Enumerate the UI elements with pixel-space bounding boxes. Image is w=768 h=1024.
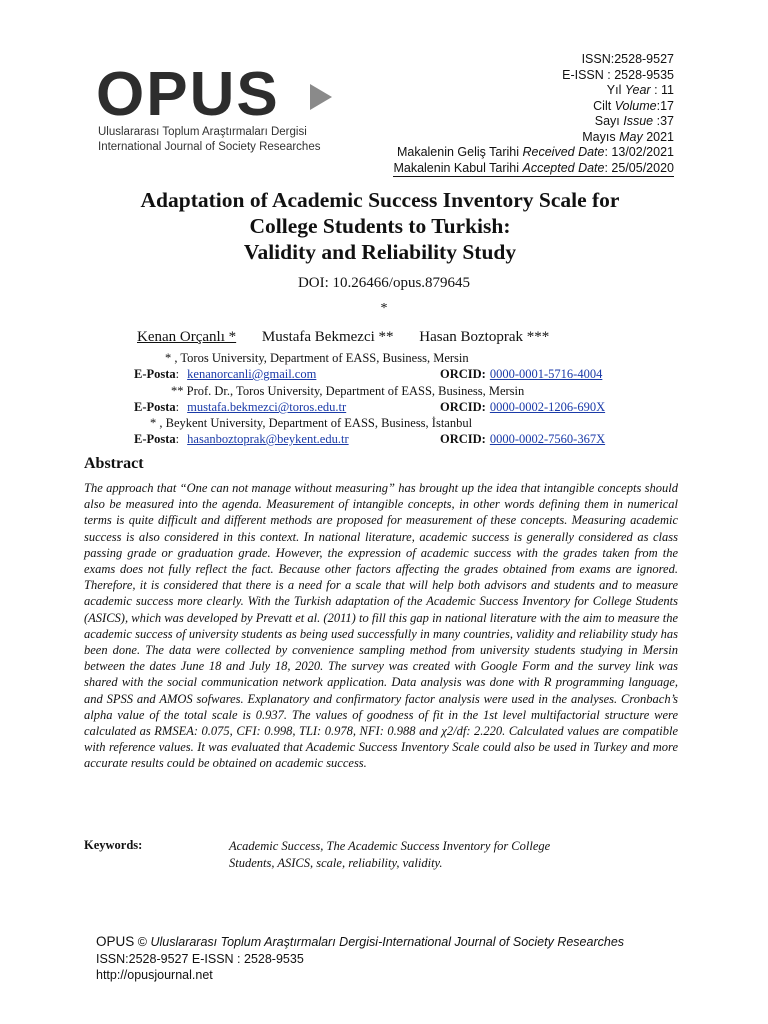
meta-month-tr: Mayıs bbox=[582, 129, 616, 144]
email-link-2[interactable]: mustafa.bekmezci@toros.edu.tr bbox=[187, 400, 347, 414]
author-1: Kenan Orçanlı * bbox=[137, 329, 237, 345]
email-row-1: E-Posta: kenanorcanli@gmail.com bbox=[134, 367, 317, 381]
email-label: E-Posta bbox=[134, 367, 176, 381]
meta-year bbox=[393, 83, 674, 99]
affiliation-2: ** Prof. Dr., Toros University, Department of EASS, Business, Mersin bbox=[171, 384, 525, 398]
logo-subtitle-en: International Journal of Society Researches bbox=[98, 141, 321, 153]
author-2: Mustafa Bekmezci ** bbox=[261, 329, 394, 345]
meta-year-tr: Yıl bbox=[606, 83, 622, 97]
email-row-2: E-Posta: mustafa.bekmezci@toros.edu.tr bbox=[134, 400, 347, 414]
meta-issue-value: :37 bbox=[656, 114, 674, 128]
orcid-row-1 bbox=[440, 367, 602, 382]
meta-received-en: Received Date bbox=[522, 145, 605, 159]
meta-month-en: May bbox=[619, 129, 643, 144]
author-list bbox=[137, 329, 571, 346]
play-arrow-icon bbox=[310, 84, 332, 110]
keywords-label: Keywords: bbox=[84, 838, 143, 852]
meta-issue-tr: Sayı bbox=[594, 114, 620, 128]
meta-issue-en: Issue bbox=[623, 114, 654, 128]
meta-accepted bbox=[393, 161, 674, 178]
footer-journal-name: Uluslararası Toplum Araştırmaları Dergisi-International Journal of Society Researches bbox=[150, 935, 625, 949]
keywords-text: Academic Success, The Academic Success Inventory for College Students, ASICS, scale, reliability, validity. bbox=[229, 839, 551, 870]
meta-volume-value: :17 bbox=[656, 98, 674, 113]
email-label: E-Posta bbox=[134, 432, 176, 446]
abstract-heading: Abstract bbox=[84, 455, 144, 472]
meta-received bbox=[393, 145, 674, 161]
email-row-3: E-Posta: hasanboztoprak@beykent.edu.tr bbox=[134, 432, 349, 446]
journal-meta bbox=[393, 52, 674, 177]
logo-wordmark: OPUS bbox=[96, 60, 280, 129]
page-footer bbox=[96, 934, 624, 984]
abstract-text: The approach that “One can not manage without measuring” has brought up the idea that intangible concepts should also be measured into the agenda. Measurement of intangible concepts, in other words defining them in numerical terms is quite difficult and different methods are proposed for measurement of these concepts. Measuring academic success is also considered in this context. In national literature, academic success is generally considered as class passing grade or graduation grade. However, the expression of academic success with the grades taken from the exams does not fully reflect the fact. Because other factors affecting the grades obtained from exams are ignored. Therefore, it is considered that there is a need for a scale that will help both advisors and students and to measure academic success more clearly. With the Turkish adaptation of the Academic Success Inventory for College Students (ASICS), which was developed by Prevatt et al. (2011) to fill this gap in national literature with the aim to measure the academic success of university students as being used successfully in many countries, validity and reliability study has been done. The data were collected by convenience sampling method from university students studying in Mersin between the dates June 18 and July 18, 2020. The survey was created with Google Form and the survey link was shared with the social communication network application. Data analysis was done with R programming language, and SPSS and AMOS sofwares. Explanatory and confirmatory factor analysis were used in the analyses. Cronbach’s alpha value of the total scale is 0.937. The values of goodness of fit in the 1st level multifactorial structure were calculated as RMSEA: 0.075, CFI: 0.998, TLI: 0.978, NFI: 0.988 and χ2/df: 2.220. Calculated values are compatible with reference values. It was evaluated that Academic Success Inventory Scale could also be used in Turkey and more accurate results could be obtained on academic success. bbox=[84, 481, 678, 771]
title-line-3: Validity and Reliability Study bbox=[243, 240, 517, 264]
footer-opus: OPUS bbox=[96, 934, 135, 949]
copyright-icon: © bbox=[137, 935, 147, 949]
orcid-label: ORCID: bbox=[440, 400, 486, 414]
orcid-label: ORCID: bbox=[440, 432, 486, 446]
meta-accepted-tr: Makalenin Kabul Tarihi bbox=[393, 160, 519, 175]
meta-volume-en: Volume bbox=[614, 98, 657, 113]
title-footnote-star: * bbox=[380, 301, 388, 316]
email-label: E-Posta bbox=[134, 400, 176, 414]
meta-volume bbox=[393, 99, 674, 115]
orcid-row-3 bbox=[440, 432, 605, 447]
affiliation-3: * , Beykent University, Department of EASS, Business, İstanbul bbox=[150, 416, 473, 430]
meta-eissn: E-ISSN : 2528-9535 bbox=[562, 67, 674, 82]
footer-journal-line bbox=[96, 934, 624, 951]
meta-accepted-value: : 25/05/2020 bbox=[604, 160, 674, 175]
meta-accepted-en: Accepted Date bbox=[522, 160, 605, 175]
orcid-link-2[interactable]: 0000-0002-1206-690X bbox=[489, 400, 606, 414]
paper-title bbox=[60, 187, 700, 265]
meta-volume-tr: Cilt bbox=[593, 98, 612, 113]
logo-subtitle-tr: Uluslararası Toplum Araştırmaları Dergisi bbox=[98, 126, 307, 138]
meta-received-tr: Makalenin Geliş Tarihi bbox=[396, 145, 519, 159]
email-link-1[interactable]: kenanorcanli@gmail.com bbox=[187, 367, 317, 381]
journal-logo bbox=[96, 60, 356, 156]
meta-year-value: : 11 bbox=[654, 83, 674, 97]
orcid-row-2 bbox=[440, 400, 605, 415]
title-line-2: College Students to Turkish: bbox=[249, 214, 511, 238]
footer-url[interactable]: http://opusjournal.net bbox=[96, 968, 213, 982]
author-3: Hasan Boztoprak *** bbox=[419, 329, 550, 345]
footer-issn: ISSN:2528-9527 E-ISSN : 2528-9535 bbox=[96, 951, 304, 966]
meta-received-value: : 13/02/2021 bbox=[604, 145, 674, 159]
doi: DOI: 10.26466/opus.879645 bbox=[297, 275, 471, 291]
orcid-link-3[interactable]: 0000-0002-7560-367X bbox=[489, 432, 606, 446]
meta-issn: ISSN:2528-9527 bbox=[581, 52, 674, 66]
affiliation-1: * , Toros University, Department of EASS, Business, Mersin bbox=[165, 351, 469, 365]
email-link-3[interactable]: hasanboztoprak@beykent.edu.tr bbox=[187, 432, 349, 446]
orcid-link-1[interactable]: 0000-0001-5716-4004 bbox=[489, 367, 603, 381]
title-line-1: Adaptation of Academic Success Inventory Scale for bbox=[140, 188, 620, 212]
meta-issue bbox=[393, 114, 674, 130]
meta-month bbox=[393, 130, 674, 146]
meta-year-en: Year bbox=[624, 83, 651, 97]
orcid-label: ORCID: bbox=[440, 367, 486, 381]
meta-month-value: 2021 bbox=[646, 129, 674, 144]
